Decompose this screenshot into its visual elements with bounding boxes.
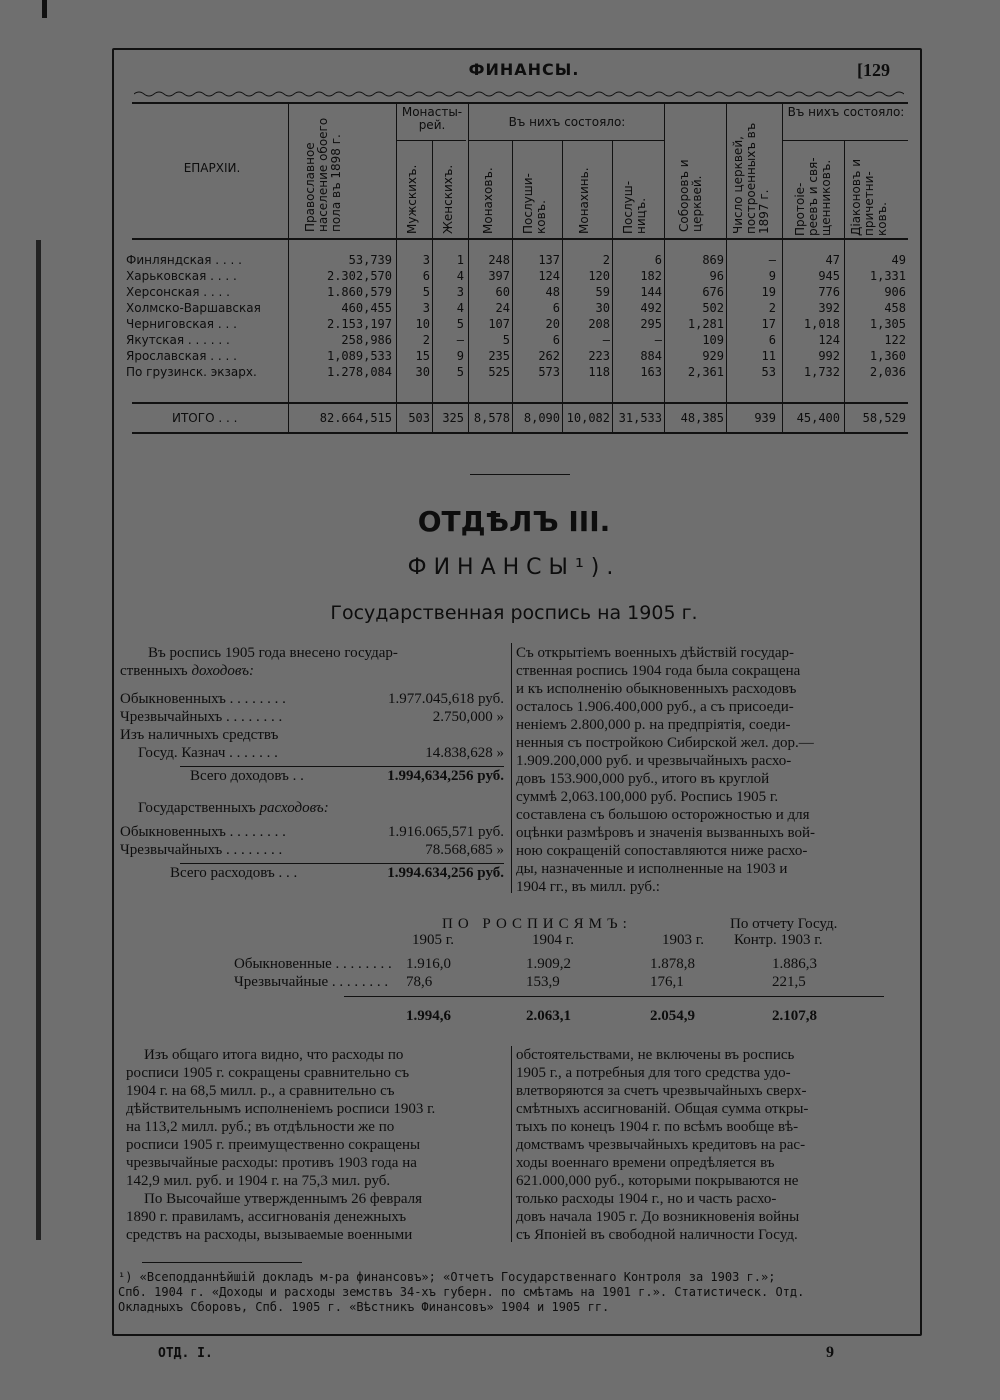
table-cell-pop: 1.278,084 [326, 365, 392, 379]
total-label: ИТОГО . . . [172, 411, 238, 425]
text-left-column [126, 1046, 502, 1244]
table-cell-f: 9 [456, 349, 464, 363]
right-column-line: ною сокращеній сопоставляются ниже расхо- [516, 843, 808, 859]
header-monks: Монаховъ. [481, 167, 495, 234]
expense-ordinary-value: 1.916.065,571 руб. [388, 824, 504, 840]
table-cell-deacons: 458 [884, 301, 906, 315]
total-novices-f: 31,533 [618, 411, 662, 425]
right-column-line: осталось 1.906.400,000 руб., а съ присоеди- [516, 699, 794, 715]
right-column-line: суммѣ 2,063.100,000 руб. Роспись 1905 г. [516, 789, 779, 805]
table-cell-pop: 2.302,570 [326, 269, 392, 283]
bottom-column-divider [511, 1046, 512, 1242]
header-wavy-rule [134, 90, 904, 98]
table-cell-pop: 53,739 [348, 253, 392, 267]
table-cell-nuns: 120 [588, 269, 610, 283]
footnote-line: Окладныхъ Сборовъ, Спб. 1905 г. «Вѣстникъ Финансовъ» 1904 и 1905 гг. [118, 1300, 610, 1314]
table-row-name: Ярославская . . . . [126, 349, 237, 363]
expense-extra-label: Чрезвычайныхъ . . . . . . . . [120, 842, 283, 858]
bottom-left-line: 1904 г. на 68,5 милл. р., а сравнительно съ [126, 1083, 395, 1099]
right-column-line: 1.909.200,000 руб. и чрезвычайныхъ расхо- [516, 753, 792, 769]
table-cell-monks: 248 [488, 253, 510, 267]
table-cell-m: 2 [422, 333, 430, 347]
table-row-name: Финляндская . . . . [126, 253, 242, 267]
table-cell-deacons: 1,305 [869, 317, 906, 331]
table-cell-nuns: 118 [588, 365, 610, 379]
table-cell-pop: 258,986 [341, 333, 392, 347]
table-cell-nov_f: 163 [640, 365, 662, 379]
table-cell-monks: 24 [495, 301, 510, 315]
table-cell-f: 1 [456, 253, 464, 267]
header-monasteries: Монасты- рей. [401, 105, 463, 132]
intro-line-1: Въ роспись 1905 года внесено государ- [148, 645, 398, 661]
table-cell-built: 11 [761, 349, 776, 363]
compare-cell-c: 176,1 [650, 974, 684, 990]
revenue-total-value: 1.994,634,256 руб. [387, 768, 504, 784]
table-cell-m: 10 [415, 317, 430, 331]
revenue-extra-label: Чрезвычайныхъ . . . . . . . . [120, 709, 283, 725]
revenue-ordinary-label: Обыкновенныхъ . . . . . . . . [120, 691, 286, 707]
table-cell-priests: 992 [818, 349, 840, 363]
text-right-column [516, 1046, 900, 1244]
revenue-cash-label: Госуд. Казнач . . . . . . . [138, 745, 278, 761]
footnote-rule [142, 1262, 302, 1263]
compare-total-rule [344, 996, 884, 997]
table-cell-f: 5 [456, 365, 464, 379]
table-cell-nov_m: 124 [538, 269, 560, 283]
bottom-right-line: 1905 г., а потребныя для того средства удо- [516, 1065, 791, 1081]
section-title: ОТДѢЛЪ III. [417, 505, 611, 538]
table-cell-m: 3 [422, 301, 430, 315]
table-cell-priests: 1,732 [803, 365, 840, 379]
column-divider [511, 643, 512, 893]
expense-intro-italic: расходовъ: [259, 800, 329, 816]
table-cell-m: 5 [422, 285, 430, 299]
revenue-cash-value: 14.838,628 » [425, 745, 504, 761]
total-monks: 8,578 [473, 411, 510, 425]
table-cell-built: 17 [761, 317, 776, 331]
bottom-right-line: съ Японіей въ свободной наличности Госуд. [516, 1227, 798, 1243]
document-page [112, 48, 922, 1336]
right-column-line: составлена съ большою осторожностью и для [516, 807, 810, 823]
compare-cell-label: Обыкновенные . . . . . . . . [234, 956, 392, 972]
bottom-left-line: 1890 г. правиламъ, ассигнованія денежныхъ [126, 1209, 407, 1225]
compare-head-report: По отчету Госуд. [730, 916, 838, 932]
right-column-line: ненныя съ постройкою Сибирской жел. дор.— [516, 735, 814, 751]
table-cell-pop: 2.153,197 [326, 317, 392, 331]
bottom-left-line: 142,9 мил. руб. и 1904 г. на 75,3 мил. руб. [126, 1173, 391, 1189]
table-row-name: Херсонская . . . . [126, 285, 230, 299]
total-priests: 45,400 [796, 411, 840, 425]
table-cell-nuns: 223 [588, 349, 610, 363]
total-male: 503 [408, 411, 430, 425]
footnote [118, 1270, 898, 1315]
table-cell-pop: 1,089,533 [326, 349, 392, 363]
bottom-left-line: По Высочайше утвержденнымъ 26 февраля [144, 1191, 422, 1207]
table-cell-nov_f: 182 [640, 269, 662, 283]
table-cell-nuns: 59 [595, 285, 610, 299]
table-cell-churches: 869 [702, 253, 724, 267]
budget-left-column [120, 644, 504, 882]
table-cell-built: 2 [768, 301, 776, 315]
table-cell-nov_m: 6 [552, 301, 560, 315]
header-female: Женскихъ. [441, 164, 455, 234]
table-cell-priests: 1,018 [803, 317, 840, 331]
table-cell-churches: 929 [702, 349, 724, 363]
table-cell-nov_m: 262 [538, 349, 560, 363]
compare-cell-a: 1.916,0 [406, 956, 451, 972]
compare-cell-d: 1.886,3 [772, 956, 817, 972]
right-column-line: довъ 153.900,000 руб., итого въ круглой [516, 771, 770, 787]
bottom-right-line: ходы военнаго времени опредѣляется въ [516, 1155, 775, 1171]
table-cell-churches: 96 [709, 269, 724, 283]
table-cell-nuns: 2 [602, 253, 610, 267]
compare-cell-d: 221,5 [772, 974, 806, 990]
revenue-ordinary-value: 1.977.045,618 руб. [388, 691, 504, 707]
table-cell-built: 9 [768, 269, 776, 283]
table-cell-nov_f: 492 [640, 301, 662, 315]
budget-right-column [516, 644, 900, 896]
page-footer-number: 9 [826, 1344, 834, 1361]
table-cell-nov_f: — [654, 333, 662, 347]
compare-total-1904: 2.063,1 [526, 1008, 571, 1024]
header-staff-group: Въ нихъ состояло: [508, 115, 626, 129]
table-cell-m: 15 [415, 349, 430, 363]
bottom-right-line: довъ начала 1905 г. До возникновенія войны [516, 1209, 800, 1225]
bottom-left-line: росписи 1905 г. сокращены сравнительно съ [126, 1065, 410, 1081]
intro-line-2-italic: доходовъ: [191, 663, 254, 679]
expense-total-value: 1.994.634,256 руб. [387, 865, 504, 881]
compare-cell-a: 78,6 [406, 974, 433, 990]
header-nuns: Монахинь. [577, 167, 591, 234]
table-cell-f: 3 [456, 285, 464, 299]
table-cell-f: 4 [456, 301, 464, 315]
bottom-right-line: влетворяются за счетъ чрезвычайныхъ сверх- [516, 1083, 807, 1099]
compare-total-1905: 1.994,6 [406, 1008, 451, 1024]
table-cell-nov_f: 144 [640, 285, 662, 299]
table-cell-churches: 1,281 [687, 317, 724, 331]
table-cell-nov_m: 137 [538, 253, 560, 267]
table-cell-nuns: 208 [588, 317, 610, 331]
header-novices-m: Послуши- ковъ. [521, 173, 548, 234]
table-row-name: По грузинск. экзарх. [126, 365, 257, 379]
table-cell-m: 30 [415, 365, 430, 379]
expense-ordinary-label: Обыкновенныхъ . . . . . . . . [120, 824, 286, 840]
compare-cell-c: 1.878,8 [650, 956, 695, 972]
header-eparchy: ЕПАРХІИ. [183, 161, 241, 175]
running-header-page: [129 [857, 60, 890, 80]
table-cell-monks: 525 [488, 365, 510, 379]
expense-total-label: Всего расходовъ . . . [170, 865, 298, 881]
bottom-right-line: смѣтныхъ ассигнованій. Общая сумма откры- [516, 1101, 809, 1117]
table-cell-priests: 47 [825, 253, 840, 267]
bottom-left-line: Изъ общаго итога видно, что расходы по [144, 1047, 404, 1063]
header-male: Мужскихъ. [405, 164, 419, 234]
right-column-line: Съ открытіемъ военныхъ дѣйствій государ- [516, 645, 794, 661]
table-cell-nov_m: 48 [545, 285, 560, 299]
compare-cell-b: 153,9 [526, 974, 560, 990]
compare-total-1903: 2.054,9 [650, 1008, 695, 1024]
total-built: 939 [754, 411, 776, 425]
table-cell-built: — [768, 253, 776, 267]
table-cell-deacons: 1,331 [869, 269, 906, 283]
table-cell-built: 53 [761, 365, 776, 379]
bottom-left-line: дѣйствительнымъ исполненіемъ росписи 1903 г. [126, 1101, 436, 1117]
table-cell-churches: 502 [702, 301, 724, 315]
table-cell-monks: 235 [488, 349, 510, 363]
header-churches: Соборовъ и церквей. [677, 159, 704, 232]
table-cell-pop: 1.860,579 [326, 285, 392, 299]
right-column-line: оцѣнки размѣровъ и значенія вызванныхъ вой- [516, 825, 816, 841]
compare-head-budgets: ПО РОСПИСЯМЪ: [442, 916, 632, 932]
header-population: Православное население обоего пола въ 1898 г. [303, 117, 343, 232]
table-cell-nuns: 30 [595, 301, 610, 315]
right-column-line: и къ исполненію обыкновенныхъ расходовъ [516, 681, 797, 697]
table-cell-priests: 776 [818, 285, 840, 299]
table-cell-deacons: 906 [884, 285, 906, 299]
revenue-cash-line-1: Изъ наличныхъ средствъ [120, 727, 279, 743]
footnote-line: ¹) «Всеподданнѣйшій докладъ м-ра финансовъ»; «Отчетъ Государственнаго Контроля за 1903 г.»; [118, 1270, 776, 1284]
table-row-name: Черниговская . . . [126, 317, 237, 331]
compare-year-1905: 1905 г. [412, 932, 454, 948]
compare-total-report: 2.107,8 [772, 1008, 817, 1024]
revenue-extra-value: 2.750,000 » [432, 709, 504, 725]
bottom-right-line: 621.000,000 руб., которыми покрываются не [516, 1173, 799, 1189]
section-subtitle: ФИНАНСЫ¹). [407, 555, 621, 580]
table-cell-deacons: 2,036 [869, 365, 906, 379]
total-population: 82.664,515 [319, 411, 392, 425]
bottom-right-line: домствамъ чрезвычайныхъ кредитовъ на рас- [516, 1137, 806, 1153]
header-built: Число церквей, построенныхъ въ 1897 г. [731, 122, 771, 234]
expense-extra-value: 78.568,685 » [425, 842, 504, 858]
table-cell-built: 6 [768, 333, 776, 347]
compare-year-1904: 1904 г. [532, 932, 574, 948]
bottom-right-line: обстоятельствами, не включены въ роспись [516, 1047, 795, 1063]
table-cell-nuns: — [602, 333, 610, 347]
total-deacons: 58,529 [862, 411, 906, 425]
expense-intro: Государственныхъ [138, 800, 256, 816]
table-cell-churches: 2,361 [687, 365, 724, 379]
table-cell-priests: 124 [818, 333, 840, 347]
right-column-line: 1904 гг., въ милл. руб.: [516, 879, 660, 895]
table-cell-deacons: 1,360 [869, 349, 906, 363]
comparison-table [174, 916, 904, 1034]
table-row-name: Якутская . . . . . . [126, 333, 230, 347]
bottom-left-line: росписи 1905 г. преимущественно сокращены [126, 1137, 421, 1153]
eparchy-table [126, 102, 912, 480]
section-heading: Государственная роспись на 1905 г. [330, 602, 698, 624]
right-column-line: ственная роспись 1904 года была сокращена [516, 663, 801, 679]
table-cell-nov_m: 573 [538, 365, 560, 379]
table-cell-f: 5 [456, 317, 464, 331]
table-cell-nov_m: 20 [545, 317, 560, 331]
table-cell-f: 4 [456, 269, 464, 283]
table-cell-monks: 107 [488, 317, 510, 331]
table-cell-monks: 5 [502, 333, 510, 347]
compare-cell-label: Чрезвычайные . . . . . . . . [234, 974, 389, 990]
table-row-name: Харьковская . . . . [126, 269, 237, 283]
bottom-left-line: на 113,2 милл. руб.; въ отдѣльности же по [126, 1119, 395, 1135]
table-cell-built: 19 [761, 285, 776, 299]
total-novices-m: 8,090 [523, 411, 560, 425]
header-deacons: Діаконовъ и причетни- ковъ. [849, 158, 889, 236]
compare-year-1903: 1903 г. [662, 932, 704, 948]
bottom-right-line: тыхъ по конецъ 1904 г. по всѣмъ вообще вѣ- [516, 1119, 799, 1135]
running-header-title: ФИНАНСЫ. [468, 60, 580, 79]
table-cell-deacons: 49 [891, 253, 906, 267]
table-cell-deacons: 122 [884, 333, 906, 347]
bottom-left-line: средствъ на расходы, вызываемые военными [126, 1227, 413, 1243]
scan-edge-mark [42, 0, 47, 18]
table-cell-priests: 945 [818, 269, 840, 283]
table-cell-priests: 392 [818, 301, 840, 315]
page-footer-section: ОТД. I. [158, 1346, 213, 1361]
table-cell-nov_f: 6 [654, 253, 662, 267]
header-novices-f: Послуш- ницъ. [621, 180, 648, 234]
right-column-line: ды, назначенные и исполненные на 1903 и [516, 861, 788, 877]
revenue-total-label: Всего доходовъ . . [190, 768, 304, 784]
section-divider [470, 474, 570, 475]
table-cell-monks: 397 [488, 269, 510, 283]
total-female: 325 [442, 411, 464, 425]
table-cell-nov_f: 295 [640, 317, 662, 331]
footnote-line: Спб. 1904 г. «Доходы и расходы земствъ 34-хъ губерн. по смѣтамъ на 1901 г.». Статистическ. Отд. [118, 1285, 805, 1299]
scan-edge-shadow [36, 240, 41, 1240]
table-cell-monks: 60 [495, 285, 510, 299]
table-cell-m: 3 [422, 253, 430, 267]
table-cell-nov_m: 6 [552, 333, 560, 347]
total-churches: 48,385 [680, 411, 724, 425]
right-column-line: неніемъ 2.800,000 р. на предпріятія, соеди- [516, 717, 791, 733]
table-cell-nov_f: 884 [640, 349, 662, 363]
bottom-left-line: чрезвычайные расходы: противъ 1903 года на [126, 1155, 417, 1171]
compare-cell-b: 1.909,2 [526, 956, 571, 972]
total-nuns: 10,082 [566, 411, 610, 425]
table-cell-m: 6 [422, 269, 430, 283]
table-cell-churches: 676 [702, 285, 724, 299]
compare-head-report-2: Контр. 1903 г. [734, 932, 823, 948]
intro-line-2: ственныхъ [120, 663, 188, 679]
table-cell-f: — [456, 333, 464, 347]
table-cell-churches: 109 [702, 333, 724, 347]
bottom-right-line: только расходы 1904 г., но и часть расхо- [516, 1191, 777, 1207]
header-clergy-group: Въ нихъ состояло: [787, 105, 905, 119]
table-row-name: Холмско-Варшавская [126, 301, 261, 315]
table-cell-pop: 460,455 [341, 301, 392, 315]
header-priests: Протоіе- реевъ и свя- щенниковъ. [793, 157, 833, 236]
